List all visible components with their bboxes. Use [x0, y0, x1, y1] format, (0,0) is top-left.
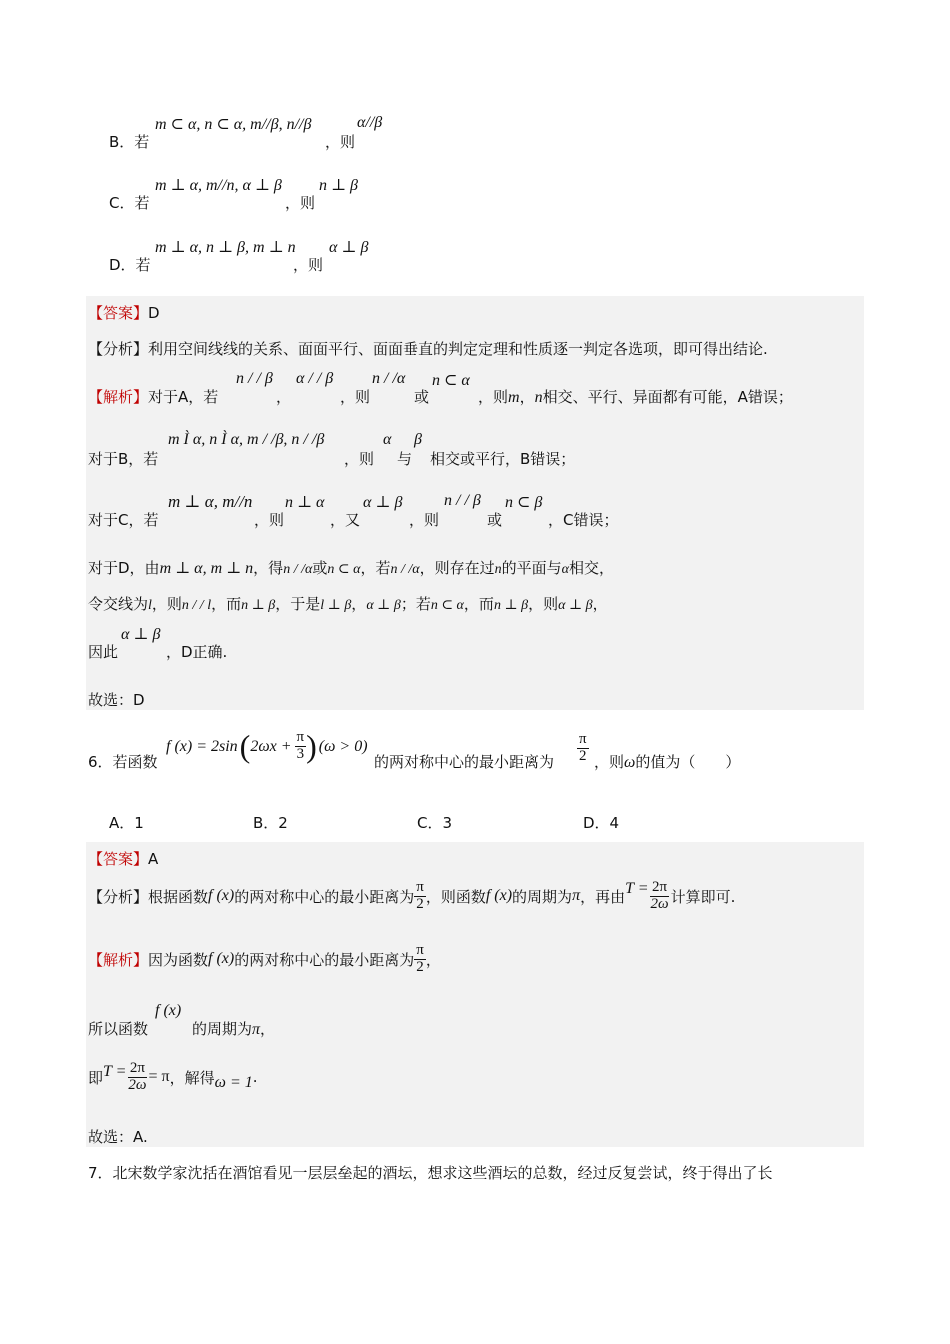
q5-sol-line2: 对于B，若 — [88, 450, 159, 468]
math: β — [414, 431, 422, 448]
q5-sol-line6: 因此 — [88, 643, 119, 661]
text: ，则 — [254, 511, 285, 529]
math: n ⊂ β — [505, 494, 543, 511]
text: 的周期为π， — [192, 1020, 276, 1038]
text: ，又 — [330, 511, 361, 529]
option-c-conclusion: n ⊥ β — [319, 177, 359, 194]
q5-analysis: 【分析】利用空间线线的关系、面面平行、面面垂直的判定定理和性质逐一判定各选项，即可得出结论. — [88, 340, 768, 358]
q6-frac: $\frac{\pi}{2}$ — [579, 731, 587, 764]
q6-option-c: C．3 — [417, 814, 453, 832]
option-c-label: C．若 — [109, 194, 150, 212]
text: ，则 — [340, 388, 371, 406]
q6-sol-end: 故选：A. — [88, 1128, 148, 1146]
math: m Ì α, n Ì α, m / /β, n / /β — [168, 431, 325, 448]
q5-sol-line3: 对于C，若 — [88, 511, 159, 529]
text: ， — [276, 388, 292, 406]
math: n ⊂ α — [432, 372, 470, 389]
option-b-conclusion: α//β — [357, 114, 383, 131]
text: ，D正确. — [166, 643, 228, 661]
q6-function: f (x) = 2sin ( 2ωx + $\frac{\pi}{3}$ ) (ω > 0) — [166, 728, 368, 764]
text: 与 — [397, 450, 413, 468]
math: α ⊥ β — [363, 494, 403, 511]
math: n / / β — [236, 370, 273, 387]
q6-analysis: 【分析】 根据函数 f (x) 的两对称中心的最小距离为 $\frac{\pi}{2}$ ，则函数 f (x) 的周期为 π ，再由 T = $\frac{2\pi}{2\omega}$ 计算即可. — [88, 879, 736, 912]
text: ，则 — [409, 511, 440, 529]
math: n / / β — [444, 492, 481, 509]
text: 或 — [487, 511, 503, 529]
q5-sol-line4: 对于D，由m ⊥ α, m ⊥ n，得n / /α或n ⊂ α，若n / /α，则存在过n的平面与α相交， — [88, 559, 614, 577]
text: ，C错误； — [548, 511, 619, 529]
q5-sol-line1: 【解析】对于A，若 — [88, 388, 219, 406]
q6-stem-c: ，则ω的值为（ ） — [594, 753, 741, 771]
math: f (x) — [155, 1002, 182, 1019]
q5-answer: 【答案】D — [88, 304, 160, 322]
option-b-then: ，则 — [325, 133, 356, 151]
option-c-condition: m ⊥ α, m//n, α ⊥ β — [155, 177, 282, 194]
option-d-conclusion: α ⊥ β — [329, 239, 369, 256]
q6-stem-a: 6．若函数 — [88, 753, 158, 771]
math: α — [383, 431, 392, 448]
q6-sol-line1: 【解析】 因为函数 f (x) 的两对称中心的最小距离为 $\frac{\pi}{2}$ ， — [88, 942, 441, 975]
q6-answer: 【答案】A — [88, 850, 159, 868]
q7-stem: 7．北宋数学家沈括在酒馆看见一层层垒起的酒坛，想求这些酒坛的总数，经过反复尝试，终于得出了长 — [88, 1164, 773, 1182]
math: n / /α — [372, 370, 406, 387]
q6-stem-b: 的两对称中心的最小距离为 — [374, 753, 555, 771]
q6-sol-line2: 所以函数 — [88, 1020, 149, 1038]
q6-option-d: D．4 — [583, 814, 620, 832]
text: 相交或平行，B错误； — [430, 450, 576, 468]
math: m ⊥ α, m//n — [168, 492, 253, 511]
q6-sol-line3: 即 T = $\frac{2\pi}{2\omega}$ = π ，解得 ω = 1 . — [88, 1060, 258, 1093]
math: α ⊥ β — [121, 626, 161, 643]
option-b-condition: m ⊂ α, n ⊂ α, m//β, n//β — [155, 116, 312, 133]
q5-sol-end: 故选：D — [88, 691, 145, 709]
option-d-condition: m ⊥ α, n ⊥ β, m ⊥ n — [155, 239, 296, 256]
text: ，则 — [344, 450, 375, 468]
option-c-then: ，则 — [285, 194, 316, 212]
q6-option-b: B．2 — [253, 814, 288, 832]
option-d-then: ，则 — [293, 256, 324, 274]
q5-sol-line5: 令交线为l，则n / / l，而n ⊥ β，于是l ⊥ β，α ⊥ β；若n ⊂ α，而n ⊥ β，则α ⊥ β， — [88, 595, 608, 613]
option-d-label: D．若 — [109, 256, 151, 274]
option-b-label: B．若 — [109, 133, 150, 151]
math: α / / β — [296, 370, 334, 387]
math: n ⊥ α — [285, 494, 325, 511]
q6-option-a: A．1 — [109, 814, 144, 832]
text: 或 — [414, 388, 430, 406]
text: ，则m，n相交、平行、异面都有可能，A错误； — [478, 388, 793, 406]
